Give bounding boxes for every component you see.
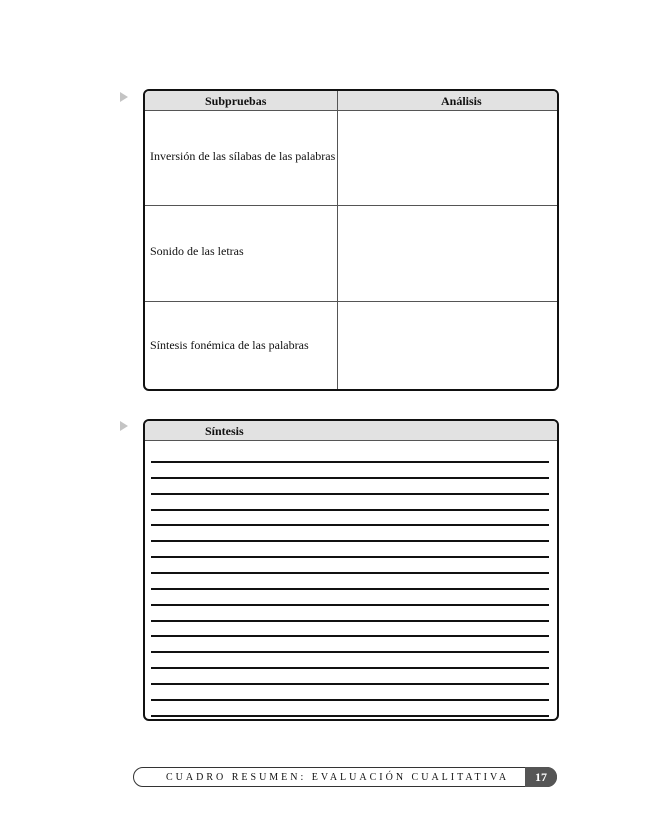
row-label: Inversión de las sílabas de las palabras: [150, 149, 336, 163]
bullet-arrow-icon: [120, 92, 128, 102]
subpruebas-table: [143, 89, 559, 391]
row-label: Síntesis fonémica de las palabras: [150, 338, 309, 352]
writing-line: [151, 588, 549, 590]
header-subpruebas: Subpruebas: [205, 94, 267, 108]
writing-line: [151, 635, 549, 637]
sintesis-title: Síntesis: [205, 424, 244, 438]
table-row: [145, 302, 557, 390]
header-analisis: Análisis: [441, 94, 482, 108]
page-number: 17: [525, 767, 557, 787]
sintesis-box: [143, 419, 559, 721]
writing-line: [151, 699, 549, 701]
writing-line: [151, 572, 549, 574]
writing-line: [151, 667, 549, 669]
writing-line: [151, 461, 549, 463]
table-row: [145, 111, 557, 205]
footer-title: CUADRO RESUMEN: EVALUACIÓN CUALITATIVA: [166, 772, 510, 783]
writing-line: [151, 715, 549, 717]
row-label: Sonido de las letras: [150, 244, 244, 258]
writing-line: [151, 477, 549, 479]
writing-line: [151, 604, 549, 606]
sintesis-header: [145, 421, 557, 441]
footer-banner: [133, 767, 557, 787]
writing-line: [151, 509, 549, 511]
writing-line: [151, 556, 549, 558]
writing-line: [151, 683, 549, 685]
writing-line: [151, 493, 549, 495]
table-row: [145, 206, 557, 301]
bullet-arrow-icon: [120, 421, 128, 431]
table-header: [145, 91, 557, 111]
writing-line: [151, 651, 549, 653]
writing-line: [151, 620, 549, 622]
writing-line: [151, 524, 549, 526]
writing-line: [151, 540, 549, 542]
